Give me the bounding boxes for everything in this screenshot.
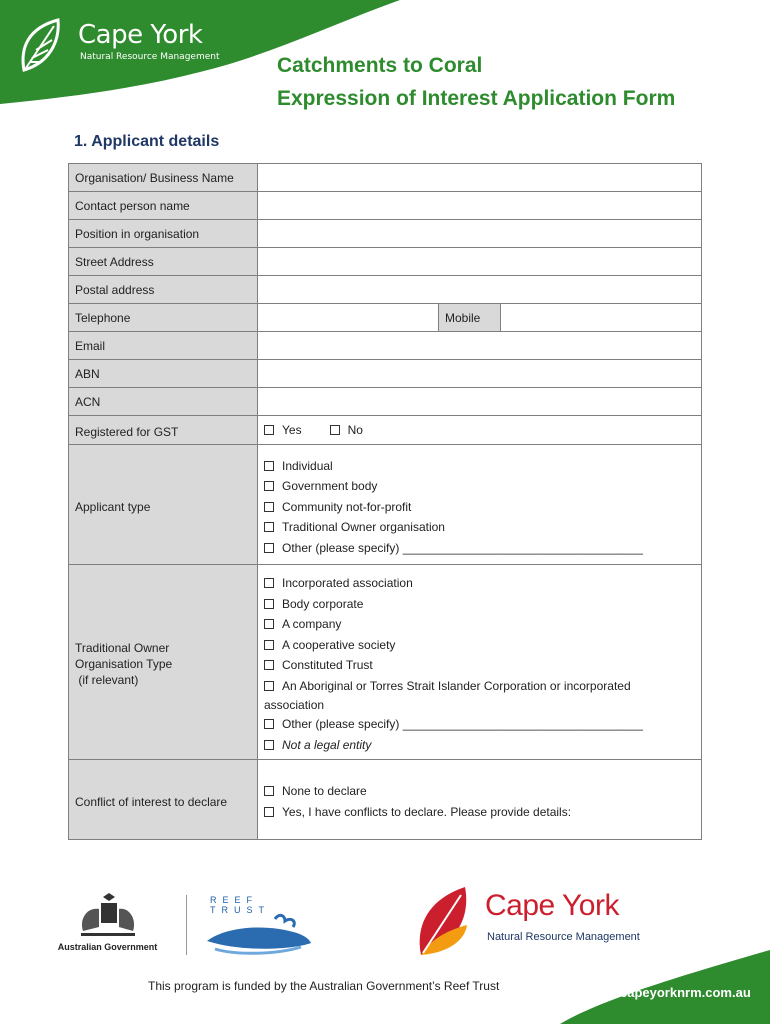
checkbox-icon xyxy=(264,425,274,435)
to-option[interactable] xyxy=(264,573,695,594)
checkbox-icon xyxy=(264,481,274,491)
title-line-1: Catchments to Coral xyxy=(277,54,483,77)
to-type-options xyxy=(258,565,702,760)
website-url[interactable]: capeyorknrm.com.au xyxy=(620,985,751,1000)
input-postal[interactable] xyxy=(258,276,702,304)
label-email: Email xyxy=(69,332,258,360)
title-line-2: Expression of Interest Application Form xyxy=(277,87,676,110)
option-label: A cooperative society xyxy=(282,637,396,652)
checkbox-icon xyxy=(264,522,274,532)
option-label: Other (please specify) ____________________________________ xyxy=(282,540,643,555)
conflict-option[interactable] xyxy=(264,781,695,802)
option-label: Community not-for-profit xyxy=(282,499,412,514)
label-telephone: Telephone xyxy=(69,304,258,332)
applicant-option[interactable] xyxy=(264,455,695,476)
applicant-option[interactable] xyxy=(264,517,695,538)
applicant-option[interactable] xyxy=(264,476,695,497)
funding-statement: This program is funded by the Australian Government’s Reef Trust xyxy=(148,979,500,993)
checkbox-icon xyxy=(264,502,274,512)
to-type-line-3: (if relevant) xyxy=(75,673,139,687)
cy-brand: Cape York xyxy=(485,889,619,922)
label-contact: Contact person name xyxy=(69,192,258,220)
checkbox-icon xyxy=(264,619,274,629)
input-email[interactable] xyxy=(258,332,702,360)
checkbox-icon xyxy=(264,660,274,670)
to-option[interactable] xyxy=(264,714,695,735)
checkbox-icon xyxy=(264,807,274,817)
checkbox-icon xyxy=(264,786,274,796)
input-street[interactable] xyxy=(258,248,702,276)
option-label: Incorporated association xyxy=(282,576,413,591)
option-label: Constituted Trust xyxy=(282,658,373,673)
input-position[interactable] xyxy=(258,220,702,248)
applicant-details-table xyxy=(68,163,702,840)
checkbox-icon xyxy=(330,425,340,435)
option-label: Yes, I have conflicts to declare. Please provide details: xyxy=(282,804,572,819)
label-postal: Postal address xyxy=(69,276,258,304)
to-option[interactable] xyxy=(264,676,695,697)
page-title xyxy=(277,49,675,115)
option-wrap-text: association xyxy=(264,698,325,712)
label-mobile xyxy=(438,304,500,331)
applicant-option[interactable] xyxy=(264,537,695,558)
to-option[interactable] xyxy=(264,635,695,656)
cy-subtitle: Natural Resource Management xyxy=(487,931,640,943)
option-label: Government body xyxy=(282,479,378,493)
label-street: Street Address xyxy=(69,248,258,276)
option-label: Traditional Owner organisation xyxy=(282,520,445,534)
input-telephone[interactable] xyxy=(258,304,438,331)
input-mobile[interactable] xyxy=(500,304,701,331)
gst-yes-label: Yes xyxy=(282,423,302,437)
label-acn: ACN xyxy=(69,388,258,416)
gst-no-checkbox[interactable] xyxy=(330,420,363,441)
cape-york-logo-top xyxy=(18,14,248,74)
label-position: Position in organisation xyxy=(69,220,258,248)
option-label: Body corporate xyxy=(282,596,364,611)
aus-gov-label: Australian Government xyxy=(57,942,158,952)
checkbox-icon xyxy=(264,543,274,553)
label-gst: Registered for GST xyxy=(69,416,258,445)
conflict-options xyxy=(258,760,702,840)
mobile-text: Mobile xyxy=(445,310,481,325)
checkbox-icon xyxy=(264,578,274,588)
gst-no-label: No xyxy=(347,423,363,437)
checkbox-icon xyxy=(264,461,274,471)
option-label: A company xyxy=(282,617,342,632)
checkbox-icon xyxy=(264,740,274,750)
section-title: 1. Applicant details xyxy=(74,133,220,150)
checkbox-icon xyxy=(264,681,274,691)
option-label: Not a legal entity xyxy=(282,737,372,752)
leaf-icon xyxy=(18,18,64,74)
to-option[interactable] xyxy=(264,735,695,756)
input-acn[interactable] xyxy=(258,388,702,416)
to-option[interactable] xyxy=(264,614,695,635)
label-to-type xyxy=(69,565,258,760)
option-label: Individual xyxy=(282,458,333,473)
label-org-name: Organisation/ Business Name xyxy=(69,164,258,192)
to-type-line-2: Organisation Type xyxy=(75,657,173,671)
conflict-option[interactable] xyxy=(264,802,695,823)
logo-subtitle: Natural Resource Management xyxy=(80,52,220,62)
to-option[interactable] xyxy=(264,655,695,676)
applicant-type-options xyxy=(258,445,702,565)
gst-yes-checkbox[interactable] xyxy=(264,420,302,441)
option-label: Other (please specify) ____________________________________ xyxy=(282,717,643,732)
input-contact[interactable] xyxy=(258,192,702,220)
input-org-name[interactable] xyxy=(258,164,702,192)
option-label: None to declare xyxy=(282,784,367,799)
label-applicant-type: Applicant type xyxy=(69,445,258,565)
applicant-option[interactable] xyxy=(264,496,695,517)
checkbox-icon xyxy=(264,640,274,650)
to-option[interactable] xyxy=(264,594,695,615)
coat-of-arms-icon xyxy=(73,893,143,941)
option-label: An Aboriginal or Torres Strait Islander Corporation or incorporated xyxy=(282,678,631,693)
reef-trust-label: REEF TRUST xyxy=(210,895,270,915)
label-conflict: Conflict of interest to declare xyxy=(69,760,258,840)
checkbox-icon xyxy=(264,599,274,609)
input-abn[interactable] xyxy=(258,360,702,388)
label-abn: ABN xyxy=(69,360,258,388)
logo-brand: Cape York xyxy=(78,20,203,50)
checkbox-icon xyxy=(264,719,274,729)
to-type-line-1: Traditional Owner xyxy=(75,641,170,655)
